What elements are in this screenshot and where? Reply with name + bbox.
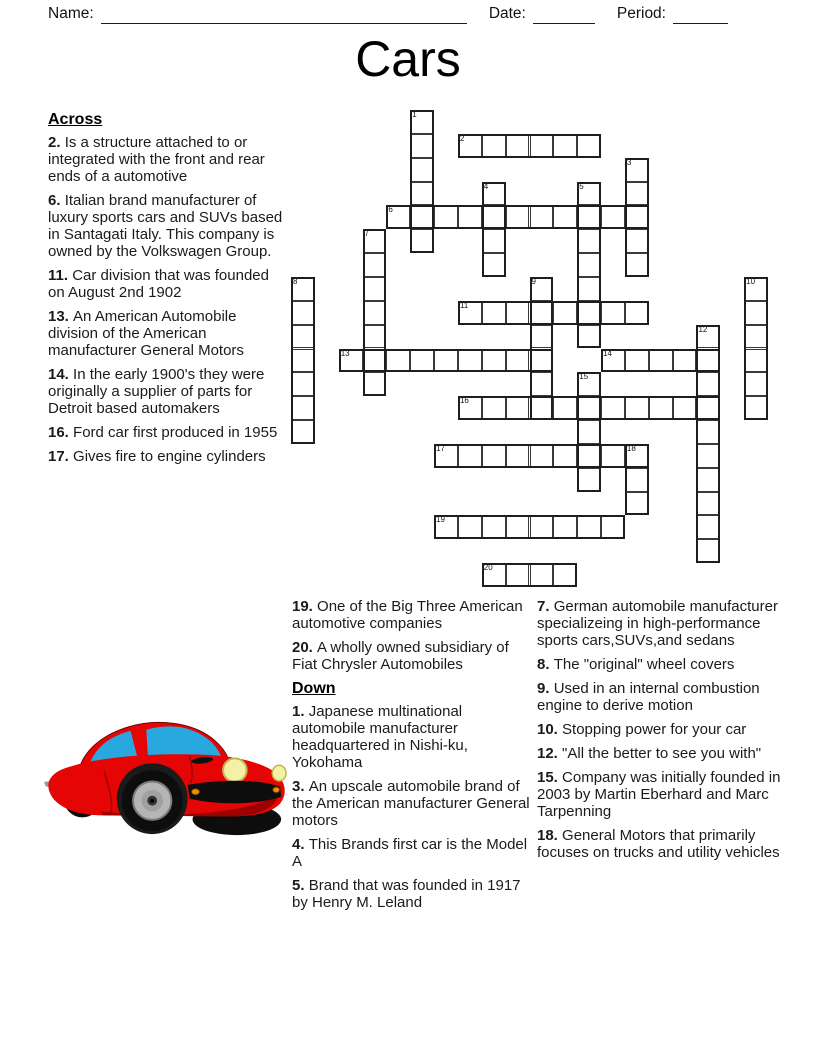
clue-19: 19. One of the Big Three American automotive companies bbox=[292, 598, 523, 632]
grid-cell-r1c9[interactable] bbox=[506, 134, 530, 158]
clue-16: 16. Ford car first produced in 1955 bbox=[48, 424, 278, 441]
grid-cell-r8c10[interactable] bbox=[530, 301, 554, 325]
grid-cell-r14c12[interactable] bbox=[577, 444, 601, 468]
grid-cell-r7c0[interactable] bbox=[291, 277, 315, 301]
grid-number-4: 4 bbox=[483, 181, 489, 191]
grid-cell-r8c3[interactable] bbox=[363, 301, 387, 325]
clue-3: 3. An upscale automobile brand of the American manufacturer General motors bbox=[292, 778, 530, 829]
grid-number-12: 12 bbox=[698, 324, 708, 334]
clue-12: 12. "All the better to see you with" bbox=[537, 745, 762, 762]
grid-cell-r12c9[interactable] bbox=[506, 396, 530, 420]
clue-9: 9. Used in an internal combustion engine to derive motion bbox=[537, 680, 760, 714]
clue-number-label: 19. bbox=[292, 598, 318, 615]
grid-cell-r8c7[interactable] bbox=[458, 301, 482, 325]
clue-4: 4. This Brands first car is the Model A bbox=[292, 836, 528, 870]
car-headlight-icon bbox=[223, 758, 247, 782]
grid-cell-r0c5[interactable] bbox=[410, 110, 434, 134]
header bbox=[48, 5, 728, 24]
grid-cell-r19c10[interactable] bbox=[530, 563, 554, 587]
grid-cell-r18c17[interactable] bbox=[696, 539, 720, 563]
grid-cell-r12c14[interactable] bbox=[625, 396, 649, 420]
grid-cell-r14c10[interactable] bbox=[530, 444, 554, 468]
period-field-line[interactable] bbox=[673, 7, 728, 24]
grid-cell-r1c11[interactable] bbox=[553, 134, 577, 158]
grid-cell-r14c13[interactable] bbox=[601, 444, 625, 468]
clue-5: 5. Brand that was founded in 1917 by Henry M. Leland bbox=[292, 877, 521, 911]
grid-cell-r12c17[interactable] bbox=[696, 396, 720, 420]
grid-cell-r6c8[interactable] bbox=[482, 253, 506, 277]
grid-cell-r3c5[interactable] bbox=[410, 182, 434, 206]
grid-cell-r17c7[interactable] bbox=[458, 515, 482, 539]
grid-cell-r6c3[interactable] bbox=[363, 253, 387, 277]
grid-cell-r15c14[interactable] bbox=[625, 468, 649, 492]
grid-cell-r16c14[interactable] bbox=[625, 492, 649, 516]
grid-cell-r11c0[interactable] bbox=[291, 372, 315, 396]
grid-cell-r9c12[interactable] bbox=[577, 325, 601, 349]
grid-cell-r4c9[interactable] bbox=[506, 205, 530, 229]
clue-6: 6. Italian brand manufacturer of luxury sports cars and SUVs based in Santagati Italy. This company is owned by the Volkswagen Group. bbox=[48, 192, 283, 260]
clue-number-label: 1. bbox=[292, 703, 309, 720]
grid-cell-r12c13[interactable] bbox=[601, 396, 625, 420]
grid-cell-r6c14[interactable] bbox=[625, 253, 649, 277]
grid-cell-r1c10[interactable] bbox=[530, 134, 554, 158]
grid-cell-r11c12[interactable] bbox=[577, 372, 601, 396]
clue-number-label: 2. bbox=[48, 134, 65, 151]
car-headlight-right-icon bbox=[272, 765, 286, 781]
grid-cell-r8c11[interactable] bbox=[553, 301, 577, 325]
clue-number-label: 9. bbox=[537, 680, 554, 697]
clue-number-label: 8. bbox=[537, 656, 554, 673]
grid-cell-r9c3[interactable] bbox=[363, 325, 387, 349]
grid-cell-r12c8[interactable] bbox=[482, 396, 506, 420]
clue-number-label: 6. bbox=[48, 192, 65, 209]
grid-cell-r2c5[interactable] bbox=[410, 158, 434, 182]
grid-cell-r4c6[interactable] bbox=[434, 205, 458, 229]
grid-cell-r4c14[interactable] bbox=[625, 205, 649, 229]
grid-number-20: 20 bbox=[483, 563, 493, 573]
grid-cell-r14c17[interactable] bbox=[696, 444, 720, 468]
grid-cell-r10c6[interactable] bbox=[434, 349, 458, 373]
grid-cell-r7c19[interactable] bbox=[744, 277, 768, 301]
grid-cell-r12c19[interactable] bbox=[744, 396, 768, 420]
grid-cell-r9c19[interactable] bbox=[744, 325, 768, 349]
clue-number-label: 18. bbox=[537, 827, 563, 844]
grid-cell-r3c8[interactable] bbox=[482, 182, 506, 206]
grid-cell-r10c8[interactable] bbox=[482, 349, 506, 373]
grid-cell-r8c14[interactable] bbox=[625, 301, 649, 325]
grid-number-16: 16 bbox=[459, 396, 469, 406]
grid-cell-r10c5[interactable] bbox=[410, 349, 434, 373]
grid-cell-r11c17[interactable] bbox=[696, 372, 720, 396]
grid-cell-r4c13[interactable] bbox=[601, 205, 625, 229]
grid-cell-r10c15[interactable] bbox=[649, 349, 673, 373]
date-label: Date: bbox=[488, 5, 526, 22]
grid-cell-r16c17[interactable] bbox=[696, 492, 720, 516]
grid-cell-r10c3[interactable] bbox=[363, 349, 387, 373]
grid-number-14: 14 bbox=[603, 348, 612, 358]
clue-number-label: 5. bbox=[292, 877, 309, 894]
car-signal-left-icon bbox=[191, 789, 199, 795]
grid-cell-r14c9[interactable] bbox=[506, 444, 530, 468]
grid-cell-r11c19[interactable] bbox=[744, 372, 768, 396]
grid-number-15: 15 bbox=[579, 372, 589, 382]
down-clues-column bbox=[537, 598, 787, 868]
grid-cell-r8c8[interactable] bbox=[482, 301, 506, 325]
grid-cell-r14c8[interactable] bbox=[482, 444, 506, 468]
grid-cell-r9c17[interactable] bbox=[696, 325, 720, 349]
grid-cell-r5c14[interactable] bbox=[625, 229, 649, 253]
grid-cell-r14c7[interactable] bbox=[458, 444, 482, 468]
grid-number-6: 6 bbox=[388, 205, 393, 215]
clue-2: 2. Is a structure attached to or integrated with the front and rear ends of a automotive bbox=[48, 134, 265, 185]
grid-number-18: 18 bbox=[626, 443, 636, 453]
grid-number-7: 7 bbox=[364, 229, 369, 239]
grid-cell-r10c10[interactable] bbox=[530, 349, 554, 373]
grid-cell-r3c12[interactable] bbox=[577, 182, 601, 206]
clue-14: 14. In the early 1900's they were originally a supplier of parts for Detroit based automakers bbox=[48, 366, 265, 417]
clue-17: 17. Gives fire to engine cylinders bbox=[48, 448, 266, 465]
grid-cell-r12c10[interactable] bbox=[530, 396, 554, 420]
grid-cell-r17c12[interactable] bbox=[577, 515, 601, 539]
grid-number-17: 17 bbox=[436, 443, 445, 453]
car-front-wheel bbox=[122, 770, 183, 831]
worksheet-title: Cars bbox=[355, 31, 461, 87]
clue-number-label: 7. bbox=[537, 598, 554, 615]
grid-cell-r8c9[interactable] bbox=[506, 301, 530, 325]
car-signal-right-icon bbox=[273, 787, 280, 793]
grid-number-5: 5 bbox=[579, 181, 584, 191]
name-field-line[interactable] bbox=[101, 7, 467, 24]
clue-number-label: 3. bbox=[292, 778, 309, 795]
grid-cell-r3c14[interactable] bbox=[625, 182, 649, 206]
grid-cell-r11c3[interactable] bbox=[363, 372, 387, 396]
grid-cell-r10c19[interactable] bbox=[744, 349, 768, 373]
clue-15: 15. Company was initially founded in 2003 by Martin Eberhard and Marc Tarpenning bbox=[537, 769, 781, 820]
grid-cell-r19c9[interactable] bbox=[506, 563, 530, 587]
grid-cell-r13c17[interactable] bbox=[696, 420, 720, 444]
clue-number-label: 14. bbox=[48, 366, 74, 383]
across-heading: Across bbox=[48, 111, 103, 128]
grid-cell-r10c4[interactable] bbox=[386, 349, 410, 373]
grid-cell-r4c7[interactable] bbox=[458, 205, 482, 229]
clue-10: 10. Stopping power for your car bbox=[537, 721, 747, 738]
clue-18: 18. General Motors that primarily focuses on trucks and utility vehicles bbox=[537, 827, 780, 861]
grid-number-11: 11 bbox=[459, 300, 469, 310]
crossword-grid bbox=[291, 110, 768, 587]
grid-cell-r17c10[interactable] bbox=[530, 515, 554, 539]
grid-cell-r17c6[interactable] bbox=[434, 515, 458, 539]
grid-cell-r1c12[interactable] bbox=[577, 134, 601, 158]
grid-cell-r10c16[interactable] bbox=[673, 349, 697, 373]
clue-number-label: 12. bbox=[537, 745, 563, 762]
clue-number-label: 11. bbox=[48, 267, 73, 284]
grid-cell-r8c19[interactable] bbox=[744, 301, 768, 325]
across-clues-column bbox=[48, 111, 283, 472]
grid-cell-r4c5[interactable] bbox=[410, 205, 434, 229]
clue-13: 13. An American Automobile division of the American manufacturer General Motors bbox=[48, 308, 244, 359]
grid-cell-r8c13[interactable] bbox=[601, 301, 625, 325]
clue-number-label: 4. bbox=[292, 836, 309, 853]
grid-cell-r8c0[interactable] bbox=[291, 301, 315, 325]
grid-cell-r14c14[interactable] bbox=[625, 444, 649, 468]
grid-cell-r19c11[interactable] bbox=[553, 563, 577, 587]
grid-cell-r1c8[interactable] bbox=[482, 134, 506, 158]
grid-cell-r4c12[interactable] bbox=[577, 205, 601, 229]
grid-cell-r2c14[interactable] bbox=[625, 158, 649, 182]
grid-cell-r14c11[interactable] bbox=[553, 444, 577, 468]
car-grille bbox=[188, 781, 281, 804]
grid-number-2: 2 bbox=[459, 133, 465, 143]
grid-cell-r12c11[interactable] bbox=[553, 396, 577, 420]
grid-number-13: 13 bbox=[340, 348, 350, 358]
grid-cell-r15c17[interactable] bbox=[696, 468, 720, 492]
clue-number-label: 16. bbox=[48, 424, 74, 441]
grid-cell-r19c8[interactable] bbox=[482, 563, 506, 587]
grid-cell-r7c3[interactable] bbox=[363, 277, 387, 301]
grid-cell-r11c10[interactable] bbox=[530, 372, 554, 396]
grid-cell-r10c14[interactable] bbox=[625, 349, 649, 373]
grid-cell-r5c8[interactable] bbox=[482, 229, 506, 253]
grid-cell-r17c9[interactable] bbox=[506, 515, 530, 539]
grid-cell-r13c0[interactable] bbox=[291, 420, 315, 444]
grid-cell-r7c12[interactable] bbox=[577, 277, 601, 301]
clue-1: 1. Japanese multinational automobile manufacturer headquartered in Nishi-ku, Yokohama bbox=[292, 703, 468, 771]
grid-cell-r12c0[interactable] bbox=[291, 396, 315, 420]
down-heading: Down bbox=[292, 680, 336, 697]
grid-cell-r10c9[interactable] bbox=[506, 349, 530, 373]
grid-cell-r17c13[interactable] bbox=[601, 515, 625, 539]
grid-cell-r10c2[interactable] bbox=[339, 349, 363, 373]
grid-number-9: 9 bbox=[531, 276, 536, 286]
grid-cell-r14c6[interactable] bbox=[434, 444, 458, 468]
grid-cell-r10c7[interactable] bbox=[458, 349, 482, 373]
grid-number-10: 10 bbox=[746, 276, 756, 286]
clue-20: 20. A wholly owned subsidiary of Fiat Chrysler Automobiles bbox=[292, 639, 509, 673]
middle-clues-column bbox=[292, 598, 532, 918]
grid-number-1: 1 bbox=[412, 110, 417, 119]
grid-cell-r17c11[interactable] bbox=[553, 515, 577, 539]
grid-cell-r15c12[interactable] bbox=[577, 468, 601, 492]
grid-cell-r4c11[interactable] bbox=[553, 205, 577, 229]
grid-cell-r9c10[interactable] bbox=[530, 325, 554, 349]
grid-number-19: 19 bbox=[436, 515, 445, 525]
grid-cell-r10c17[interactable] bbox=[696, 349, 720, 373]
grid-cell-r4c10[interactable] bbox=[530, 205, 554, 229]
grid-cell-r10c0[interactable] bbox=[291, 349, 315, 373]
grid-cell-r12c12[interactable] bbox=[577, 396, 601, 420]
grid-cell-r6c12[interactable] bbox=[577, 253, 601, 277]
grid-cell-r8c12[interactable] bbox=[577, 301, 601, 325]
grid-cell-r5c3[interactable] bbox=[363, 229, 387, 253]
grid-cell-r12c7[interactable] bbox=[458, 396, 482, 420]
grid-number-8: 8 bbox=[293, 276, 298, 286]
grid-cell-r4c8[interactable] bbox=[482, 205, 506, 229]
grid-cell-r1c5[interactable] bbox=[410, 134, 434, 158]
clue-number-label: 17. bbox=[48, 448, 74, 465]
clue-number-label: 20. bbox=[292, 639, 318, 656]
grid-cell-r5c12[interactable] bbox=[577, 229, 601, 253]
grid-cell-r4c4[interactable] bbox=[386, 205, 410, 229]
grid-cell-r12c16[interactable] bbox=[673, 396, 697, 420]
grid-cell-r12c15[interactable] bbox=[649, 396, 673, 420]
clue-number-label: 10. bbox=[537, 721, 563, 738]
car-illustration bbox=[42, 710, 288, 848]
grid-cell-r13c12[interactable] bbox=[577, 420, 601, 444]
grid-cell-r17c17[interactable] bbox=[696, 515, 720, 539]
clue-7: 7. German automobile manufacturer specializeing in high-performance sports cars,SUVs,and sedans bbox=[537, 598, 778, 649]
grid-cell-r5c5[interactable] bbox=[410, 229, 434, 253]
clue-11: 11. Car division that was founded on August 2nd 1902 bbox=[48, 267, 269, 301]
clue-number-label: 13. bbox=[48, 308, 74, 325]
period-label: Period: bbox=[616, 5, 666, 22]
grid-cell-r17c8[interactable] bbox=[482, 515, 506, 539]
date-field-line[interactable] bbox=[533, 7, 595, 24]
clue-number-label: 15. bbox=[537, 769, 563, 786]
grid-cell-r7c10[interactable] bbox=[530, 277, 554, 301]
grid-cell-r1c7[interactable] bbox=[458, 134, 482, 158]
grid-number-3: 3 bbox=[626, 157, 632, 167]
name-label: Name: bbox=[48, 5, 94, 22]
clue-8: 8. The "original" wheel covers bbox=[537, 656, 735, 673]
grid-cell-r9c0[interactable] bbox=[291, 325, 315, 349]
grid-cell-r10c13[interactable] bbox=[601, 349, 625, 373]
